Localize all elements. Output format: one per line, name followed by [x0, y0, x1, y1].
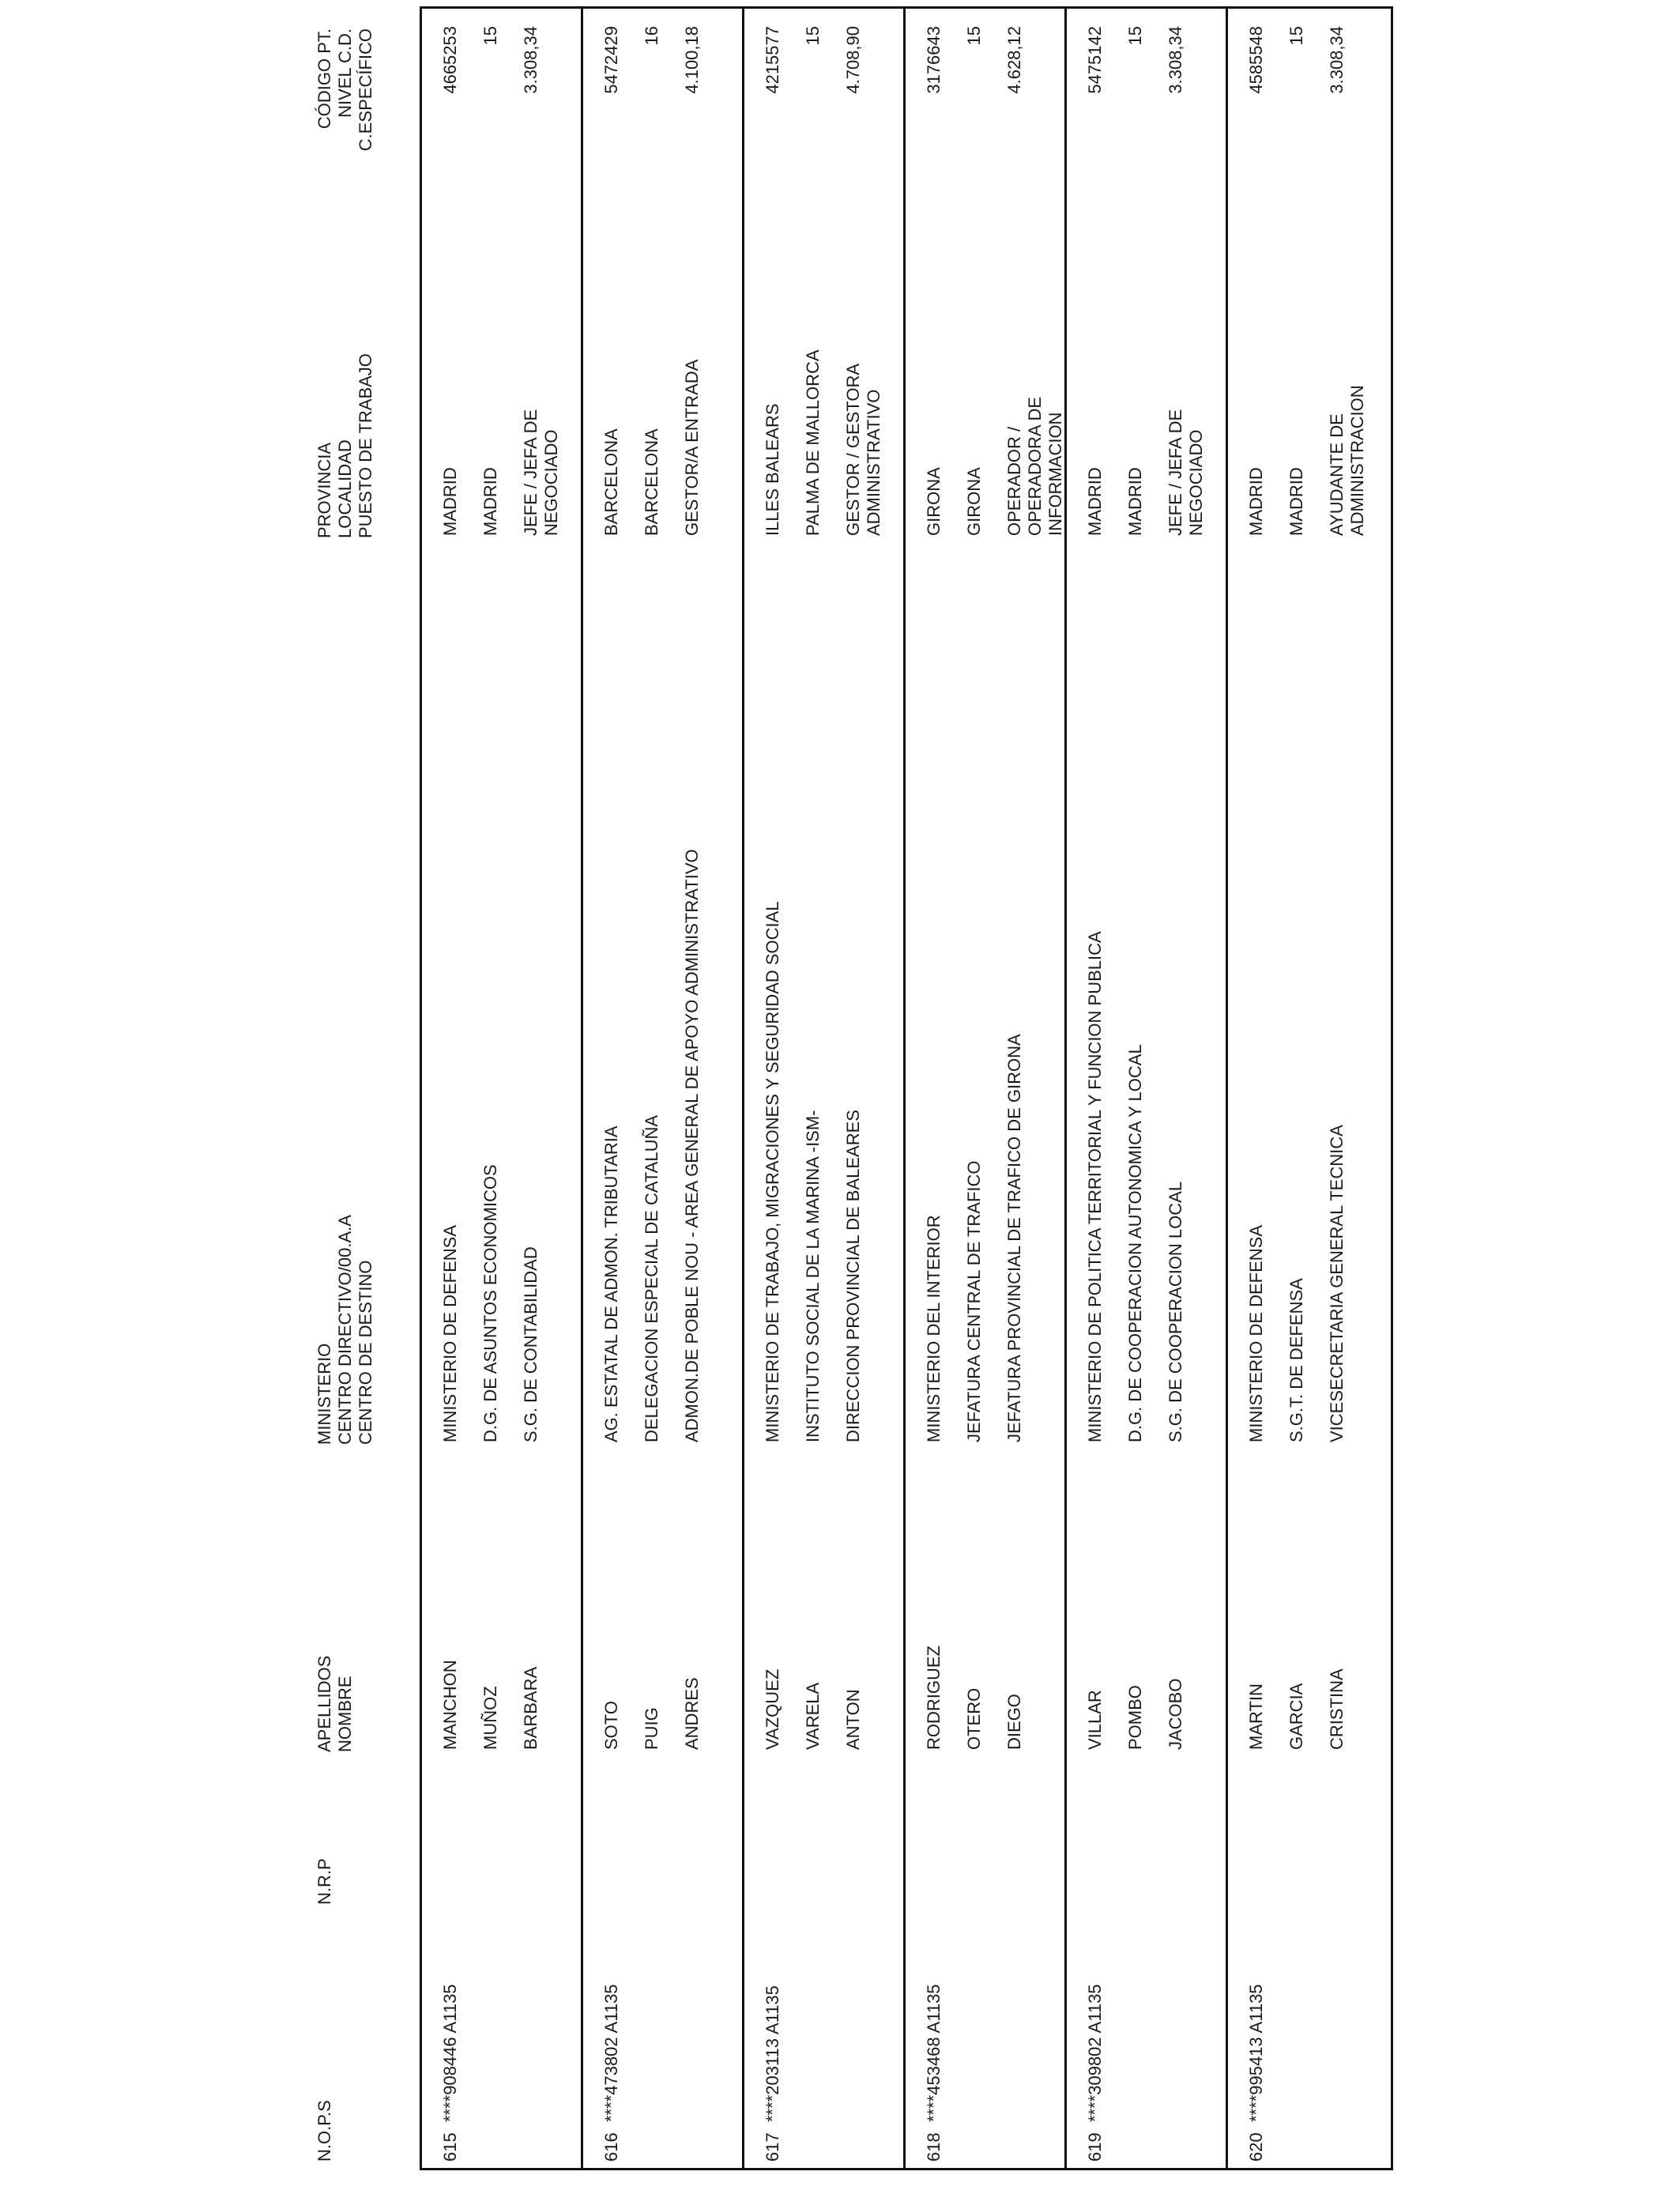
cell-localidad: GIRONA [964, 467, 984, 536]
cell-ministerio: MINISTERIO DE DEFENSA [1246, 1224, 1266, 1442]
header-puesto: PUESTO DE TRABAJO [356, 353, 375, 538]
cell-centro-directivo: D.G. DE ASUNTOS ECONOMICOS [480, 1164, 500, 1442]
header-centro-directivo: CENTRO DIRECTIVO/00.A.A [335, 1215, 355, 1445]
header-centro-destino: CENTRO DE DESTINO [356, 1260, 375, 1445]
cell-centro-destino: VICESECRETARIA GENERAL TECNICA [1327, 1125, 1347, 1442]
cell-nops: 615 [440, 2132, 460, 2162]
cell-nivel: 15 [803, 26, 823, 46]
table-row [583, 9, 744, 2168]
header-nivel: NIVEL C.D. [335, 28, 355, 118]
cell-centro-directivo: DELEGACION ESPECIAL DE CATALUÑA [642, 1114, 661, 1442]
cell-especifico: 3.308,34 [521, 26, 541, 94]
cell-nops: 619 [1085, 2132, 1105, 2162]
cell-apellido1: MARTIN [1246, 1683, 1266, 1750]
table-row [906, 9, 1067, 2168]
cell-localidad: MADRID [1286, 467, 1306, 536]
header-nrp: N.R.P [315, 1858, 334, 1905]
header-provincia: PROVINCIA [315, 442, 334, 538]
cell-provincia: MADRID [440, 467, 460, 536]
cell-nivel: 15 [480, 26, 500, 46]
cell-ministerio: MINISTERIO DE DEFENSA [440, 1224, 460, 1442]
cell-ministerio: MINISTERIO DE POLITICA TERRITORIAL Y FUNCION PUBLICA [1085, 931, 1105, 1442]
cell-puesto: JEFE / JEFA DE NEGOCIADO [521, 409, 561, 536]
cell-localidad: MADRID [1125, 467, 1145, 536]
cell-centro-destino: DIRECCION PROVINCIAL DE BALEARES [843, 1110, 863, 1442]
cell-centro-directivo: D.G. DE COOPERACION AUTONOMICA Y LOCAL [1125, 1044, 1145, 1442]
cell-nrp: ****203113 A1135 [763, 1985, 782, 2122]
cell-apellido1: MANCHON [440, 1660, 460, 1750]
cell-apellido2: GARCIA [1286, 1683, 1306, 1750]
header-ministerio: MINISTERIO [315, 1343, 334, 1445]
cell-nombre: JACOBO [1166, 1678, 1185, 1750]
header-nops: N.O.P.S [315, 2100, 334, 2162]
cell-apellido2: MUÑOZ [480, 1686, 500, 1750]
cell-codigo: 4585548 [1246, 26, 1266, 94]
cell-apellido2: VARELA [803, 1682, 823, 1750]
cell-nombre: DIEGO [1004, 1694, 1024, 1750]
cell-apellido2: PUIG [642, 1707, 661, 1750]
cell-centro-directivo: S.G.T. DE DEFENSA [1286, 1278, 1306, 1442]
cell-nombre: CRISTINA [1327, 1668, 1347, 1750]
cell-apellido2: POMBO [1125, 1685, 1145, 1750]
cell-nrp: ****453468 A1135 [924, 1984, 944, 2122]
cell-nops: 618 [924, 2132, 944, 2162]
cell-centro-directivo: INSTITUTO SOCIAL DE LA MARINA -ISM- [803, 1110, 823, 1442]
cell-codigo: 4665253 [440, 26, 460, 94]
cell-especifico: 4.100,18 [682, 26, 702, 94]
cell-apellido2: OTERO [964, 1687, 984, 1750]
cell-nops: 620 [1246, 2132, 1266, 2162]
cell-nivel: 16 [642, 26, 661, 46]
cell-apellido1: SOTO [601, 1701, 621, 1750]
cell-nombre: ANDRES [682, 1677, 702, 1750]
header-nombre: NOMBRE [335, 1676, 355, 1752]
cell-centro-directivo: JEFATURA CENTRAL DE TRAFICO [964, 1160, 984, 1442]
header-localidad: LOCALIDAD [335, 439, 355, 538]
cell-puesto: JEFE / JEFA DE NEGOCIADO [1166, 409, 1206, 536]
cell-localidad: MADRID [480, 467, 500, 536]
cell-especifico: 4.708,90 [843, 26, 863, 94]
cell-centro-destino: ADMON.DE POBLE NOU - AREA GENERAL DE APOYO ADMINISTRATIVO [682, 849, 702, 1442]
cell-provincia: MADRID [1085, 467, 1105, 536]
table-row [1228, 9, 1391, 2168]
header-apellidos: APELLIDOS [315, 1655, 334, 1752]
table-row [422, 9, 583, 2168]
cell-provincia: BARCELONA [601, 428, 621, 536]
cell-localidad: PALMA DE MALLORCA [803, 349, 823, 536]
cell-apellido1: RODRIGUEZ [924, 1646, 944, 1750]
cell-nrp: ****908446 A1135 [440, 1984, 460, 2122]
cell-codigo: 5472429 [601, 26, 621, 94]
cell-centro-destino: S.G. DE CONTABILIDAD [521, 1246, 541, 1442]
cell-provincia: GIRONA [924, 467, 944, 536]
cell-apellido1: VILLAR [1085, 1690, 1105, 1750]
cell-centro-destino: JEFATURA PROVINCIAL DE TRAFICO DE GIRONA [1004, 1034, 1024, 1442]
cell-especifico: 4.628,12 [1004, 26, 1024, 94]
cell-apellido1: VAZQUEZ [763, 1668, 782, 1750]
cell-codigo: 5475142 [1085, 26, 1105, 94]
cell-centro-destino: S.G. DE COOPERACION LOCAL [1166, 1181, 1185, 1442]
table-row [744, 9, 906, 2168]
cell-nrp: ****309802 A1135 [1085, 1984, 1105, 2122]
cell-puesto: AYUDANTE DE ADMINISTRACION [1327, 385, 1367, 536]
cell-nivel: 15 [964, 26, 984, 46]
cell-nops: 617 [763, 2132, 782, 2162]
cell-puesto: OPERADOR / OPERADORA DE INFORMACION [1004, 396, 1065, 536]
cell-ministerio: MINISTERIO DEL INTERIOR [924, 1215, 944, 1442]
header-especifico: C.ESPECÍFICO [356, 28, 375, 152]
cell-nops: 616 [601, 2132, 621, 2162]
cell-codigo: 3176643 [924, 26, 944, 94]
cell-codigo: 4215577 [763, 26, 782, 94]
records-table [420, 6, 1393, 2170]
cell-nivel: 15 [1286, 26, 1306, 46]
cell-especifico: 3.308,34 [1327, 26, 1347, 94]
cell-nrp: ****473802 A1135 [601, 1984, 621, 2122]
cell-nombre: ANTON [843, 1689, 863, 1750]
table-row [1067, 9, 1228, 2168]
cell-nrp: ****995413 A1135 [1246, 1984, 1266, 2122]
cell-especifico: 3.308,34 [1166, 26, 1185, 94]
header-codigo: CÓDIGO PT. [315, 28, 334, 130]
cell-ministerio: AG. ESTATAL DE ADMON. TRIBUTARIA [601, 1125, 621, 1442]
cell-localidad: BARCELONA [642, 428, 661, 536]
cell-ministerio: MINISTERIO DE TRABAJO, MIGRACIONES Y SEGURIDAD SOCIAL [763, 901, 782, 1442]
cell-puesto: GESTOR / GESTORA ADMINISTRATIVO [843, 364, 883, 536]
cell-nombre: BARBARA [521, 1666, 541, 1750]
cell-provincia: ILLES BALEARS [763, 403, 782, 536]
cell-puesto: GESTOR/A ENTRADA [682, 359, 702, 536]
cell-provincia: MADRID [1246, 467, 1266, 536]
cell-nivel: 15 [1125, 26, 1145, 46]
